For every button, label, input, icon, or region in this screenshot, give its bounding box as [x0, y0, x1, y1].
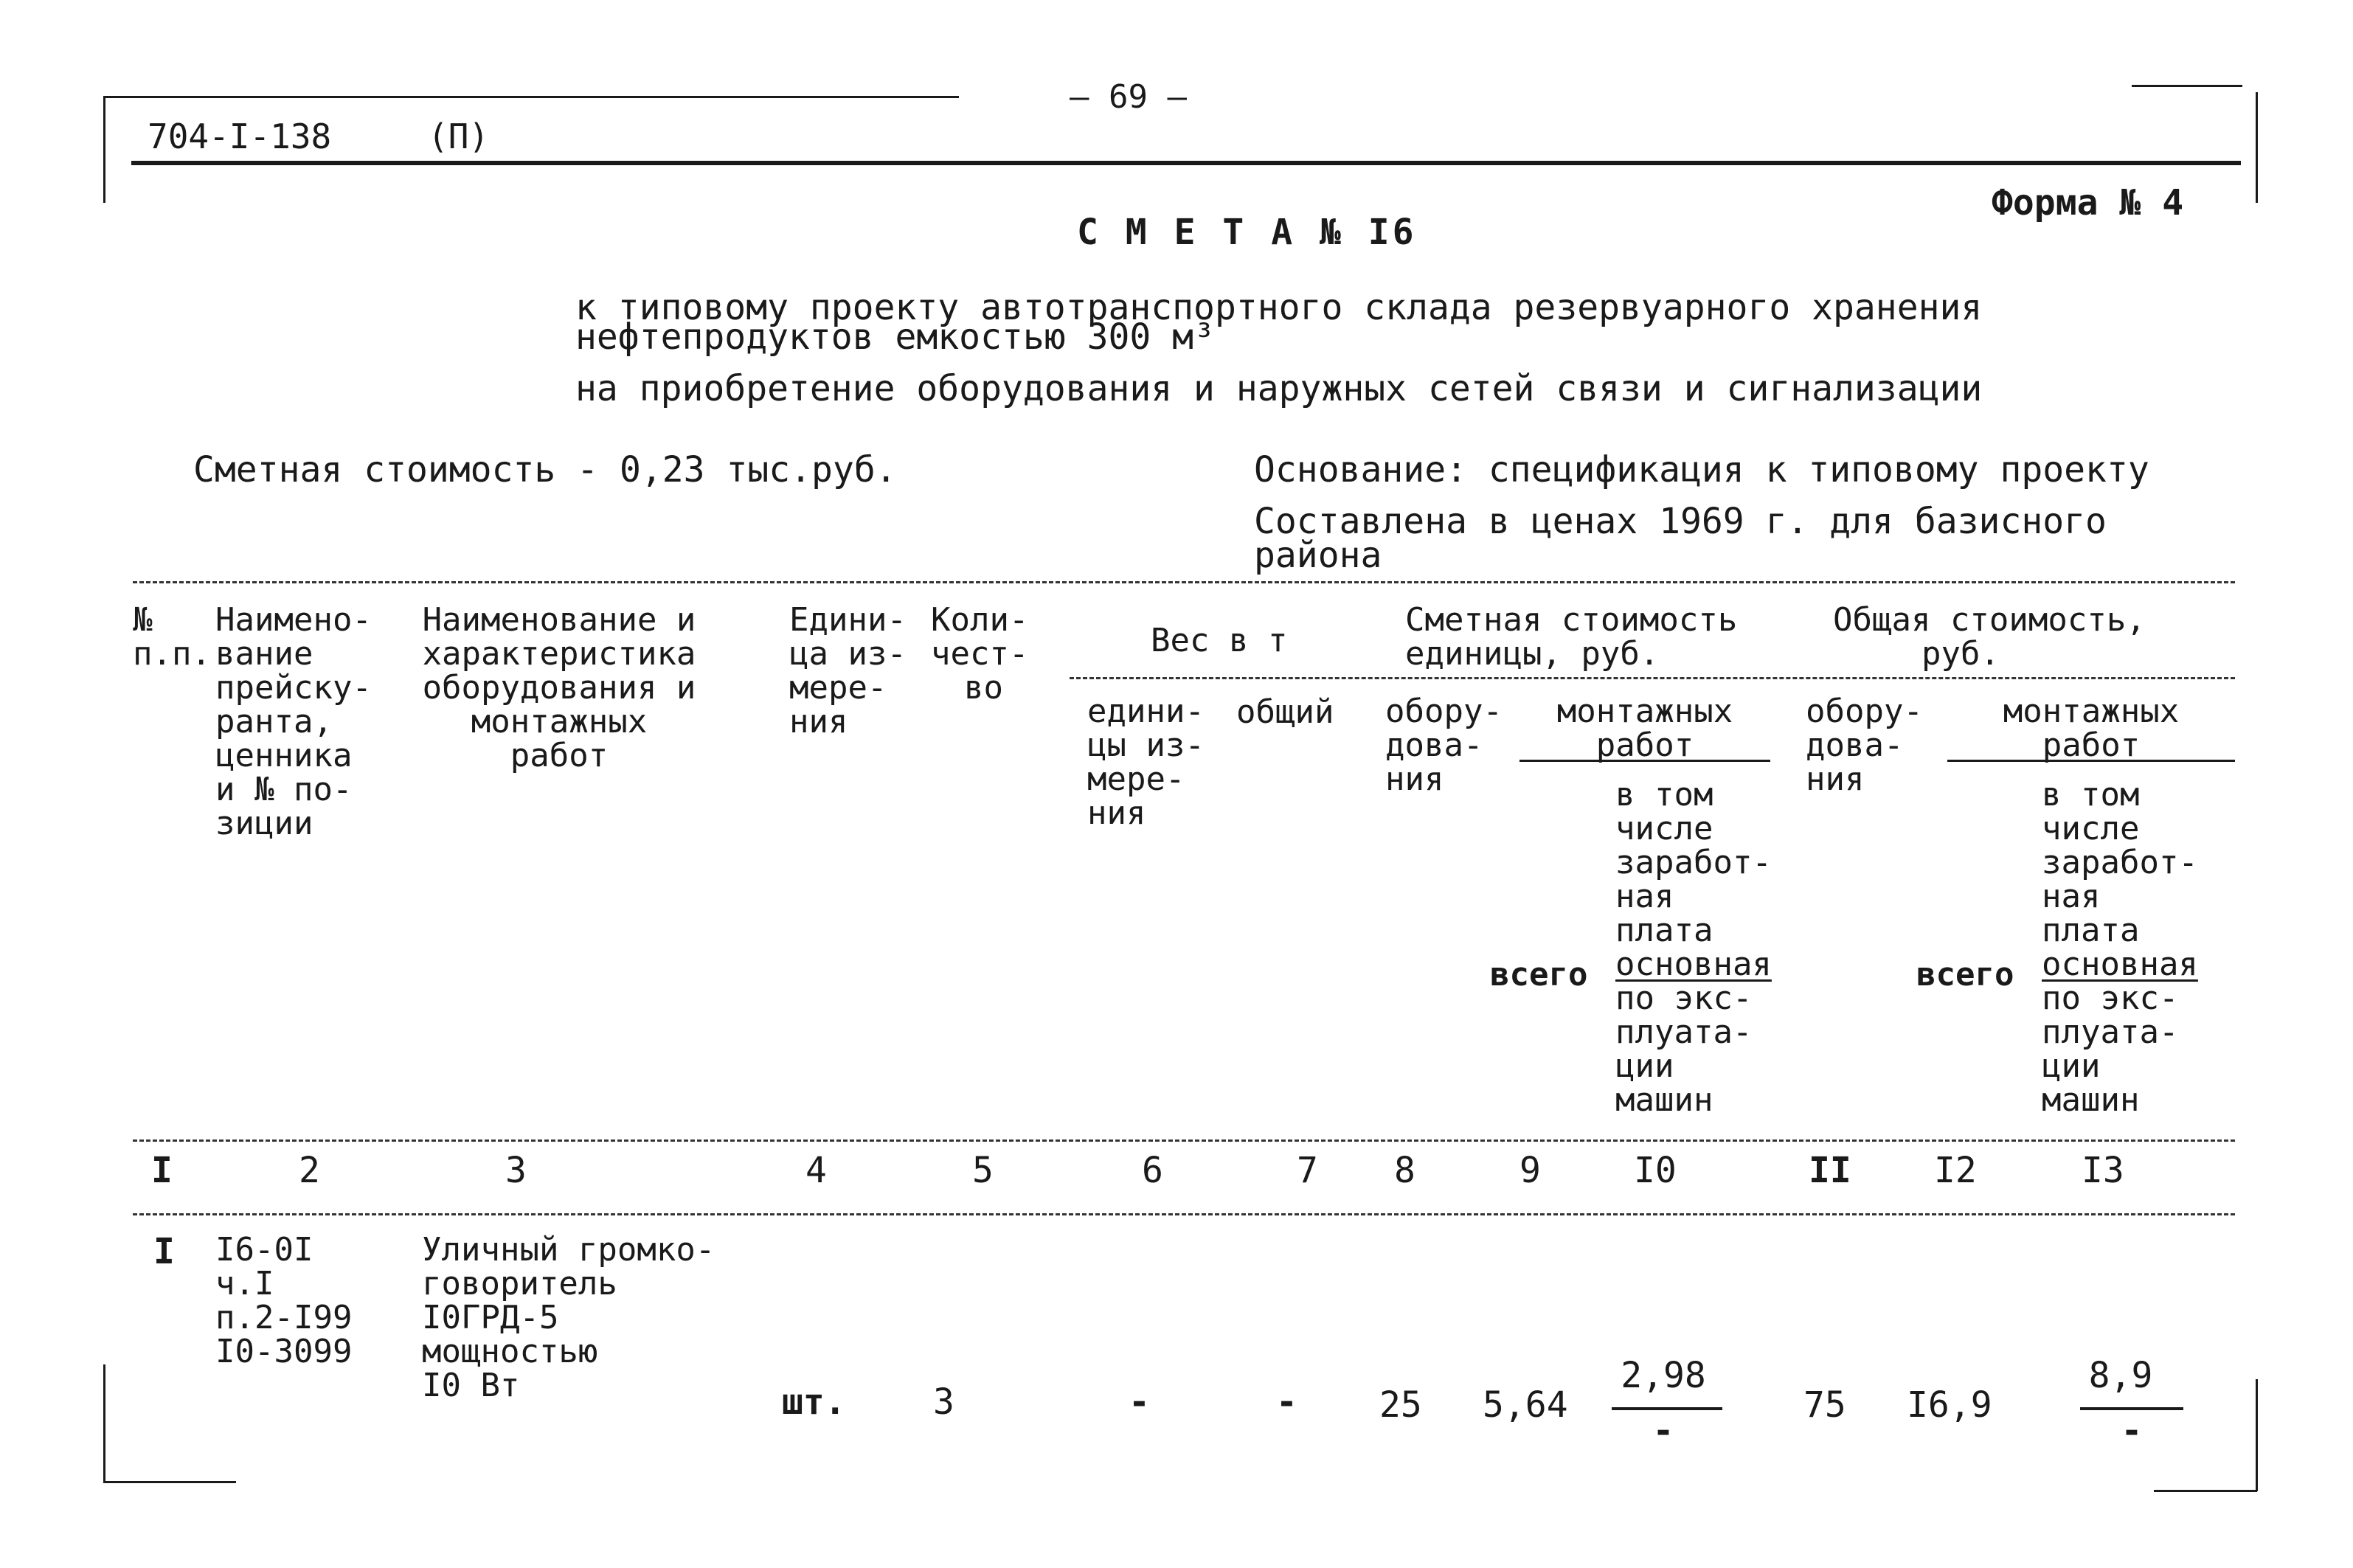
- colnum-1: I: [151, 1150, 173, 1191]
- frame-top-left: [103, 96, 959, 98]
- frame-bottom-right: [2154, 1490, 2257, 1492]
- header-total-total-word: всего: [1916, 956, 2014, 993]
- header-weight-group: Вес в т: [1151, 622, 1288, 659]
- pricelist-l4: I0-3099: [215, 1333, 353, 1370]
- header-col-unit: [789, 603, 907, 739]
- header-col-weight-unit: [1087, 695, 1205, 830]
- frame-bottom-left: [103, 1481, 236, 1483]
- hdr-tin-m1: по экс-: [2042, 979, 2179, 1017]
- hdr-uin-m4: машин: [1615, 1081, 1713, 1119]
- header-unit-incl: [1615, 778, 1772, 1117]
- hdr-uin-l3: заработ-: [1615, 844, 1772, 881]
- basis: Основание: спецификация к типовому проекту: [1254, 449, 2149, 490]
- hdr2-l4: ранта,: [215, 703, 333, 740]
- hdr-tin-l3: заработ-: [2042, 844, 2198, 881]
- hdr-tcg-l2: руб.: [1921, 635, 2000, 673]
- header-unit-total-word: всего: [1490, 956, 1588, 993]
- row-number: I: [153, 1231, 175, 1272]
- header-unit-mounting: [1519, 695, 1770, 763]
- colnum-11: II: [1809, 1150, 1851, 1191]
- colnum-top-rule: [133, 1139, 2235, 1142]
- header-unit-equipment: [1385, 695, 1503, 797]
- hdr-uin-l5: плата: [1615, 912, 1713, 949]
- header-col-num-l1: №: [133, 601, 153, 639]
- hdr-umt-l1: монтажных: [1556, 693, 1733, 730]
- hdr4-l3: мере-: [789, 669, 887, 707]
- document-title: С М Е Т А № I6: [1077, 212, 1417, 253]
- header-col-qty: [931, 603, 1028, 705]
- subtitle-line-1: к типовому проекту автотранспортного склада резервуарного хранения: [575, 287, 1983, 328]
- frame-left-top: [103, 96, 105, 203]
- hdr-uin-l1: в том: [1615, 776, 1713, 814]
- header-unit-cost-group: [1405, 603, 1737, 671]
- hdr-tmt-l1: монтажных: [2003, 693, 2180, 730]
- header-col-num-l2: п.п.: [133, 635, 211, 673]
- row-unit-equipment: 25: [1379, 1384, 1422, 1426]
- frame-left-bottom: [103, 1364, 105, 1482]
- row-weight-total: -: [1276, 1381, 1297, 1423]
- pricelist-l2: ч.I: [215, 1265, 274, 1302]
- hdr2-l1: Наимено-: [215, 601, 372, 639]
- hdr3-l4: монтажных: [471, 703, 648, 740]
- colnum-bottom-rule: [133, 1213, 2235, 1215]
- hdr3-l5: работ: [510, 737, 609, 774]
- hdr-tin-main: основная: [2042, 946, 2198, 983]
- hdr-tin-l5: плата: [2042, 912, 2140, 949]
- header-rule: [131, 161, 2241, 165]
- row-qty: 3: [933, 1381, 954, 1423]
- row-unit-machines: -: [1652, 1410, 1674, 1451]
- header-col-description: [404, 603, 714, 773]
- hdr2-l6: и № по-: [215, 771, 353, 808]
- hdr-uin-m2: плуата-: [1615, 1013, 1753, 1051]
- doc-code: 704-I-138: [148, 117, 332, 156]
- hdr-tin-l1: в том: [2042, 776, 2140, 814]
- hdr5-l3: во: [964, 669, 1003, 707]
- hdr4-l1: Едини-: [789, 601, 907, 639]
- hdr-tin-l4: ная: [2042, 878, 2101, 915]
- composed-line-2: района: [1254, 535, 1382, 576]
- colnum-5: 5: [972, 1150, 994, 1191]
- hdr6-l4: ния: [1087, 794, 1146, 832]
- hdr-teq-l1: обору-: [1806, 693, 1923, 730]
- frame-right-top: [2256, 92, 2258, 203]
- form-label: Форма № 4: [1992, 182, 2184, 223]
- hdr2-l5: ценника: [215, 737, 353, 774]
- hdr-tin-l2: числе: [2042, 810, 2140, 847]
- hdr6-l3: мере-: [1087, 760, 1185, 798]
- colnum-7: 7: [1297, 1150, 1318, 1191]
- hdr-ucg-l1: Сметная стоимость: [1405, 601, 1738, 639]
- colnum-4: 4: [805, 1150, 827, 1191]
- header-total-incl: [2042, 778, 2198, 1117]
- row-description: [422, 1233, 715, 1403]
- hdr-teq-l3: ния: [1806, 760, 1865, 798]
- composed-line-1: Составлена в ценах 1969 г. для базисного: [1254, 501, 2107, 542]
- row-weight-unit: -: [1129, 1381, 1150, 1423]
- hdr-ueq-l1: обору-: [1385, 693, 1503, 730]
- colnum-2: 2: [299, 1150, 320, 1191]
- hdr-ueq-l3: ния: [1385, 760, 1444, 798]
- desc-l5: I0 Вт: [422, 1367, 520, 1404]
- hdr5-l1: Коли-: [931, 601, 1029, 639]
- row-total-mount-total: I6,9: [1907, 1384, 1992, 1426]
- hdr3-l3: оборудования и: [422, 669, 696, 707]
- hdr-uin-m3: ции: [1615, 1047, 1674, 1085]
- estimated-cost: Сметная стоимость - 0,23 тыс.руб.: [193, 449, 897, 490]
- hdr-uin-m1: по экс-: [1615, 979, 1753, 1017]
- frame-right-bottom: [2256, 1379, 2258, 1491]
- hdr-umt-l2: работ: [1595, 726, 1694, 764]
- header-total-equipment: [1806, 695, 1923, 797]
- hdr4-l4: ния: [789, 703, 848, 740]
- header-sub-rule: [1070, 677, 2235, 679]
- row-unit: шт.: [782, 1381, 846, 1423]
- frame-top-right: [2132, 85, 2242, 87]
- colnum-3: 3: [505, 1150, 527, 1191]
- desc-l1: Уличный громко-: [422, 1231, 715, 1269]
- hdr2-l3: прейску-: [215, 669, 372, 707]
- colnum-6: 6: [1142, 1150, 1163, 1191]
- hdr-uin-l4: ная: [1615, 878, 1674, 915]
- hdr-ucg-l2: единицы, руб.: [1405, 635, 1660, 673]
- colnum-10: I0: [1634, 1150, 1677, 1191]
- hdr5-l2: чест-: [931, 635, 1029, 673]
- subtitle-line-2: нефтепродуктов емкостью 300 м³: [575, 316, 1215, 358]
- pricelist-l1: I6-0I: [215, 1231, 313, 1269]
- page-number: — 69 —: [1070, 78, 1187, 116]
- hdr3-l2: характеристика: [422, 635, 696, 673]
- colnum-12: I2: [1934, 1150, 1977, 1191]
- hdr-ueq-l2: дова-: [1385, 726, 1483, 764]
- hdr3-l1: Наименование и: [422, 601, 696, 639]
- hdr-tin-m4: машин: [2042, 1081, 2140, 1119]
- hdr6-l2: цы из-: [1087, 726, 1205, 764]
- table-top-rule: [133, 581, 2235, 583]
- row-pricelist: [215, 1233, 352, 1369]
- row-unit-wage: 2,98: [1621, 1355, 1706, 1396]
- hdr4-l2: ца из-: [789, 635, 907, 673]
- colnum-8: 8: [1394, 1150, 1415, 1191]
- desc-l3: I0ГРД-5: [422, 1299, 559, 1336]
- row-total-machines: -: [2121, 1410, 2143, 1451]
- hdr2-l2: вание: [215, 635, 313, 673]
- header-col-pricelist: [215, 603, 372, 841]
- row-total-wage: 8,9: [2088, 1355, 2153, 1396]
- desc-l2: говоритель: [422, 1265, 617, 1302]
- header-col-weight-total: общий: [1236, 693, 1334, 731]
- colnum-13: I3: [2082, 1150, 2124, 1191]
- hdr-uin-main: основная: [1615, 946, 1772, 983]
- hdr-tcg-l1: Общая стоимость,: [1833, 601, 2146, 639]
- hdr-tin-m2: плуата-: [2042, 1013, 2179, 1051]
- row-unit-mount-total: 5,64: [1483, 1384, 1568, 1426]
- hdr6-l1: едини-: [1087, 693, 1205, 730]
- row-total-equipment: 75: [1803, 1384, 1846, 1426]
- hdr-tmt-l2: работ: [2042, 726, 2141, 764]
- colnum-9: 9: [1519, 1150, 1541, 1191]
- doc-mark: (П): [428, 117, 490, 156]
- header-col-num: [133, 603, 211, 671]
- hdr-uin-l2: числе: [1615, 810, 1713, 847]
- hdr-tin-m3: ции: [2042, 1047, 2101, 1085]
- header-total-cost-group: [1833, 603, 2146, 671]
- desc-l4: мощностью: [422, 1333, 598, 1370]
- hdr-teq-l2: дова-: [1806, 726, 1904, 764]
- pricelist-l3: п.2-I99: [215, 1299, 353, 1336]
- hdr2-l7: зиции: [215, 805, 313, 842]
- subtitle-line-3: на приобретение оборудования и наружных сетей связи и сигнализации: [575, 368, 1983, 409]
- header-total-mounting: [1947, 695, 2235, 763]
